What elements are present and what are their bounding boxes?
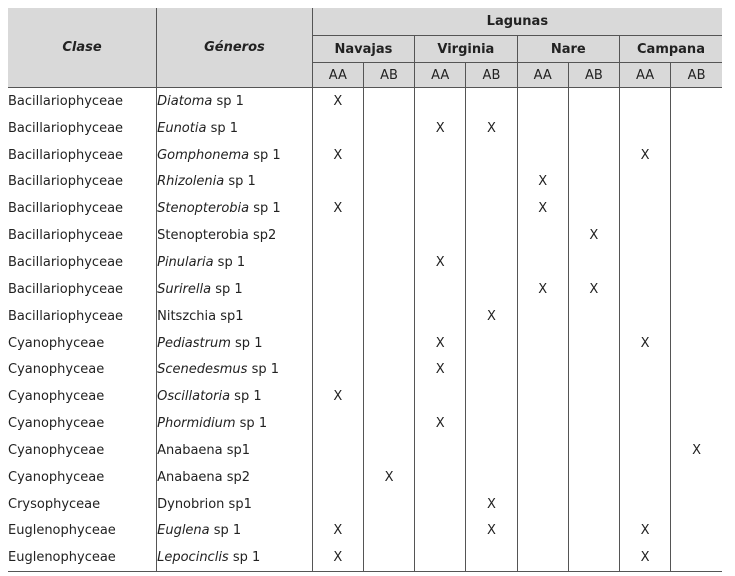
presence-cell [671,491,722,518]
cell-genus [157,518,313,545]
cell-genus [157,491,313,518]
presence-cell [466,195,517,222]
presence-cell [619,464,670,491]
cell-genus [157,437,313,464]
species-label: sp 1 [206,120,238,136]
header-sub-virginia-aa: AA [415,63,466,88]
presence-cell [415,195,466,222]
presence-cell [363,356,414,383]
presence-cell [466,330,517,357]
presence-cell: X [692,442,702,458]
species-label: sp 1 [224,174,256,190]
genus-name: Eunotia [157,120,207,136]
presence-cell: X [312,383,363,410]
presence-cell [466,169,517,196]
presence-cell [568,115,619,142]
genus-name: Oscillatoria [157,389,231,405]
presence-cell [312,330,363,357]
cell-clase: Bacillariophyceae [8,88,157,115]
presence-cell [466,88,517,115]
presence-cell: X [466,115,517,142]
genus-name: Diatoma [157,93,213,109]
table-row [8,383,722,410]
presence-cell: X [415,356,466,383]
genus-name: Pinularia [157,254,214,270]
header-site-virginia: Virginia [415,36,517,63]
presence-cell [568,142,619,169]
presence-cell: X [619,330,670,357]
table-row [8,195,722,222]
presence-cell [363,383,414,410]
presence-cell: X [517,169,568,196]
presence-cell [568,169,619,196]
presence-cell [517,383,568,410]
presence-cell [363,195,414,222]
presence-cell: X [568,276,619,303]
presence-cell: X [415,330,466,357]
header-sub-nare-aa: AA [517,63,568,88]
presence-cell [568,88,619,115]
presence-cell [466,276,517,303]
cell-genus [157,249,313,276]
genus-name: Euglena [157,523,210,539]
presence-cell [671,544,722,571]
table-body [8,88,722,572]
genus-name: Lepocinclis [157,550,229,566]
species-label: Nitszchia sp1 [157,308,244,324]
presence-cell: X [466,491,517,518]
table-row [8,518,722,545]
table-row [8,437,722,464]
header-lagunas: Lagunas [312,8,722,36]
presence-cell [363,330,414,357]
presence-cell [517,303,568,330]
species-label: sp 1 [235,416,268,432]
table-row [8,303,722,330]
species-label: sp 1 [249,147,281,163]
presence-cell: X [619,142,670,169]
presence-cell [619,169,670,196]
cell-genus [157,383,313,410]
table-row [8,464,722,491]
presence-cell [312,464,363,491]
table-row [8,88,722,115]
presence-cell [415,464,466,491]
header-sub-nare-ab: AB [568,63,619,88]
presence-cell [568,544,619,571]
cell-clase: Euglenophyceae [8,544,157,571]
presence-cell [568,330,619,357]
header-sub-navajas-ab: AB [363,63,414,88]
presence-cell [619,195,670,222]
presence-cell [568,491,619,518]
header-site-navajas: Navajas [312,36,414,63]
presence-cell [568,356,619,383]
presence-cell [363,88,414,115]
species-label: Dynobrion sp1 [157,496,252,512]
presence-cell [671,88,722,115]
cell-genus [157,356,313,383]
presence-cell: X [312,88,363,115]
presence-cell [671,356,722,383]
cell-clase: Bacillariophyceae [8,249,157,276]
header-sub-virginia-ab: AB [466,63,517,88]
table-row [8,169,722,196]
presence-cell: X [466,303,517,330]
presence-cell [312,437,363,464]
presence-cell [415,303,466,330]
cell-genus [157,142,313,169]
presence-cell [517,437,568,464]
genus-name: Stenopterobia [157,201,250,217]
presence-cell [568,518,619,545]
presence-cell [363,222,414,249]
cell-clase: Bacillariophyceae [8,142,157,169]
cell-clase: Bacillariophyceae [8,222,157,249]
presence-cell [312,356,363,383]
presence-cell [363,276,414,303]
header-site-campana: Campana [619,36,722,63]
cell-clase: Bacillariophyceae [8,195,157,222]
presence-cell [671,464,722,491]
genus-name: Surirella [157,281,212,297]
presence-cell [363,410,414,437]
genus-name: Pediastrum [157,335,231,351]
presence-cell [671,330,722,357]
cell-genus [157,410,313,437]
table-row [8,356,722,383]
cell-genus [157,330,313,357]
presence-cell [619,249,670,276]
cell-genus [157,276,313,303]
presence-cell [517,222,568,249]
presence-cell [312,169,363,196]
presence-cell [517,88,568,115]
presence-cell [619,383,670,410]
presence-cell [671,410,722,437]
presence-cell [312,491,363,518]
species-label: sp 1 [209,523,242,539]
presence-cell [517,464,568,491]
presence-cell [415,491,466,518]
presence-cell [517,491,568,518]
presence-cell [415,276,466,303]
presence-cell [312,276,363,303]
cell-clase: Bacillariophyceae [8,115,157,142]
cell-genus [157,303,313,330]
presence-cell: X [619,544,670,571]
cell-clase: Cyanophyceae [8,410,157,437]
presence-cell [415,437,466,464]
presence-cell [568,383,619,410]
table-row [8,544,722,571]
presence-cell [671,169,722,196]
presence-cell [517,518,568,545]
species-label: Stenopterobia sp2 [157,228,277,244]
presence-cell [517,142,568,169]
presence-cell [619,437,670,464]
presence-cell [466,249,517,276]
presence-cell [517,356,568,383]
presence-cell [619,222,670,249]
presence-cell [363,544,414,571]
table-row [8,276,722,303]
header-clase: Clase [8,8,157,88]
cell-clase: Cyanophyceae [8,356,157,383]
presence-cell [363,437,414,464]
presence-cell [671,276,722,303]
table-row [8,410,722,437]
presence-cell: X [517,276,568,303]
presence-cell: X [363,464,414,491]
cell-genus [157,222,313,249]
presence-cell [619,410,670,437]
species-label: sp 1 [230,389,262,405]
presence-cell [415,222,466,249]
presence-cell [568,437,619,464]
presence-cell [619,356,670,383]
presence-cell [619,115,670,142]
species-label: sp 1 [211,281,243,297]
presence-cell [671,142,722,169]
presence-cell [568,195,619,222]
table-row [8,142,722,169]
presence-cell [568,249,619,276]
presence-cell [619,88,670,115]
cell-clase: Cyanophyceae [8,464,157,491]
cell-genus [157,88,313,115]
presence-cell [671,303,722,330]
presence-cell [619,491,670,518]
presence-cell [466,544,517,571]
presence-cell: X [415,249,466,276]
presence-cell [312,410,363,437]
presence-cell [312,115,363,142]
table-header [8,8,722,88]
presence-cell [568,303,619,330]
presence-cell: X [415,410,466,437]
presence-cell [517,544,568,571]
species-label: Anabaena sp2 [157,469,251,485]
presence-cell [671,115,722,142]
presence-cell [415,142,466,169]
presence-cell [466,222,517,249]
genus-name: Phormidium [157,416,236,432]
presence-cell [415,169,466,196]
presence-cell [568,410,619,437]
presence-cell [466,142,517,169]
presence-cell [671,383,722,410]
cell-clase: Bacillariophyceae [8,303,157,330]
presence-cell: X [415,115,466,142]
presence-cell: X [312,544,363,571]
presence-cell [671,249,722,276]
presence-cell: X [312,195,363,222]
presence-cell [517,115,568,142]
presence-cell: X [517,195,568,222]
cell-clase: Cyanophyceae [8,437,157,464]
presence-cell [363,115,414,142]
presence-cell [415,544,466,571]
presence-cell [671,222,722,249]
presence-cell [363,142,414,169]
cell-genus [157,169,313,196]
presence-cell [466,410,517,437]
cell-clase: Bacillariophyceae [8,276,157,303]
genus-name: Gomphonema [157,147,250,163]
cell-genus [157,464,313,491]
species-label: sp 1 [247,362,280,378]
table-row [8,222,722,249]
presence-cell [415,383,466,410]
presence-cell [363,249,414,276]
table-row [8,115,722,142]
cell-genus [157,544,313,571]
cell-clase: Cyanophyceae [8,330,157,357]
species-label: sp 1 [249,201,281,217]
cell-clase: Crysophyceae [8,491,157,518]
presence-cell: X [312,142,363,169]
presence-cell [671,518,722,545]
presence-cell [619,303,670,330]
presence-cell [415,88,466,115]
species-label: sp 1 [212,93,244,109]
genus-name: Scenedesmus [157,362,248,378]
species-label: sp 1 [230,335,263,351]
cell-genus [157,115,313,142]
table-row [8,330,722,357]
presence-cell [466,383,517,410]
presence-cell [568,464,619,491]
presence-cell [466,356,517,383]
presence-cell [415,518,466,545]
species-label: sp 1 [213,254,246,270]
presence-cell [312,303,363,330]
table-row [8,491,722,518]
cell-clase: Bacillariophyceae [8,169,157,196]
header-generos: Géneros [157,8,313,88]
cell-genus [157,195,313,222]
species-label: Anabaena sp1 [157,442,251,458]
header-sub-navajas-aa: AA [312,63,363,88]
presence-cell [517,330,568,357]
presence-cell: X [619,518,670,545]
presence-cell [363,491,414,518]
table-row [8,249,722,276]
cell-clase: Euglenophyceae [8,518,157,545]
presence-cell [517,249,568,276]
header-sub-campana-aa: AA [619,63,670,88]
presence-cell [466,437,517,464]
cell-clase: Cyanophyceae [8,383,157,410]
presence-cell: X [312,518,363,545]
presence-cell [671,195,722,222]
header-sub-campana-ab: AB [671,63,722,88]
presence-cell [619,276,670,303]
header-site-nare: Nare [517,36,619,63]
presence-cell [312,222,363,249]
presence-cell [466,464,517,491]
presence-cell: X [568,222,619,249]
presence-cell [363,303,414,330]
presence-cell [363,518,414,545]
presence-cell [363,169,414,196]
presence-cell: X [466,518,517,545]
species-label: sp 1 [228,550,261,566]
genus-name: Rhizolenia [157,174,225,190]
presence-cell [517,410,568,437]
genera-table [8,8,722,572]
presence-cell [312,249,363,276]
